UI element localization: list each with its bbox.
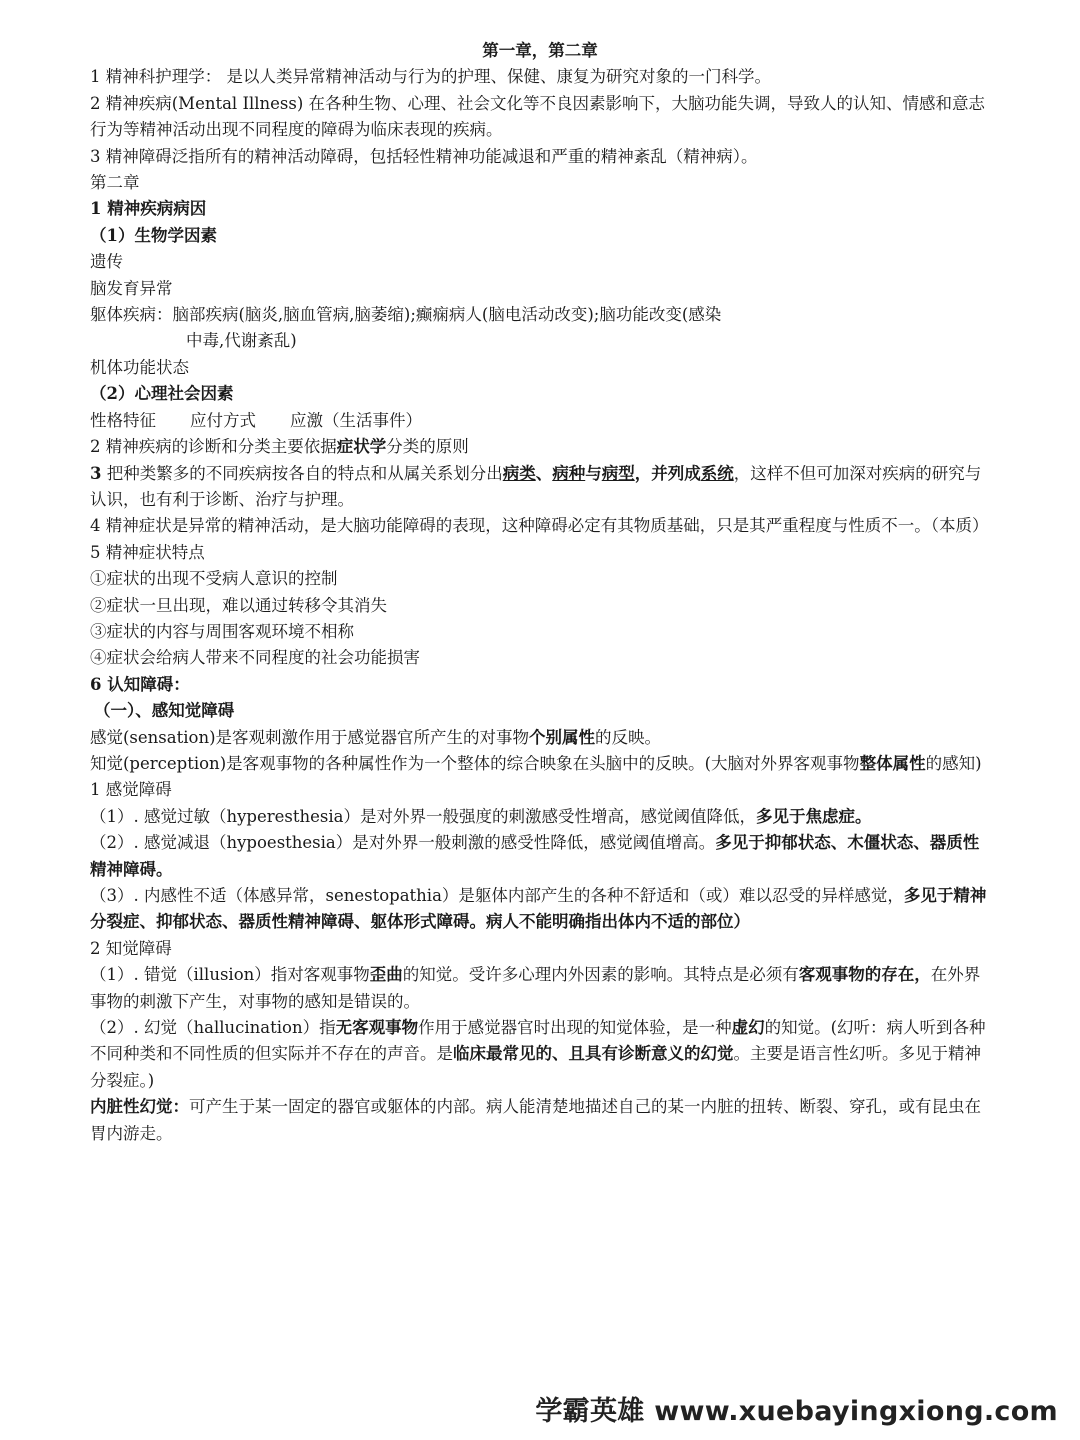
illusion-text-end: 在外界事物的刺激下产生，对事物的感知是错误的。 <box>90 965 981 1011</box>
senestopathia-text: （3）. 内感性不适（体感异常，senestopathia）是躯体内部产生的各种不舒适和（或）难以忍受的异样感觉， <box>90 886 904 905</box>
hallucination-text-mid: 作用于感觉器官时出现的知觉体验，是一种 <box>418 1018 732 1038</box>
symptom-feature-item: ①症状的出现不受病人意识的控制 <box>90 569 338 589</box>
definition-perception <box>90 751 990 777</box>
site-watermark: 学霸英雄 www.xuebayingxiong.com <box>535 1396 1058 1427</box>
sensation-text: 感觉(sensation)是客观刺激作用于感觉器官所产生的对事物 <box>90 727 530 747</box>
perception-disorder-heading: 2 知觉障碍 <box>90 938 172 958</box>
document-page <box>90 38 990 1147</box>
visceral-hallucination-label: 内脏性幻觉： <box>90 1097 189 1117</box>
senestopathia-item <box>90 883 990 936</box>
section-heading-cognitive: 6 认知障碍： <box>90 674 190 694</box>
classification-text-end: ，这样不但可加深对疾病的研究与认识，也有利于诊断、治疗与护理。 <box>90 463 982 509</box>
senestopathia-keyword: 多见于精神分裂症、抑郁状态、器质性精神障碍、躯体形式障碍。病人不能明确指出体内不适的部位） <box>90 886 987 932</box>
illusion-keyword-distortion: 歪曲 <box>369 965 403 985</box>
sensory-disorder-heading: 1 感觉障碍 <box>90 780 172 800</box>
diagnosis-keyword: 症状学 <box>336 437 387 457</box>
chapter-two-heading: 第二章 <box>90 173 140 193</box>
symptom-essence: 4 精神症状是异常的精神活动，是大脑功能障碍的表现，这种障碍必定有其物质基础，只是其严重程度与性质不一。（本质） <box>90 516 989 536</box>
keyword-disease-kind: 病种 <box>552 463 586 483</box>
subheading-perception-disorder: （一）、感知觉障碍 <box>94 701 235 721</box>
bio-factor-brain-development: 脑发育异常 <box>90 278 173 298</box>
illusion-item <box>90 962 990 1015</box>
bio-factor-somatic-disease-cont: 中毒,代谢紊乱) <box>186 331 297 351</box>
perception-keyword: 整体属性 <box>859 753 926 773</box>
definition-sensation <box>90 725 990 751</box>
bio-factor-heredity: 遗传 <box>90 252 123 272</box>
definition-mental-disorder: 3 精神障碍泛指所有的精神活动障碍，包括轻性精神功能减退和严重的精神紊乱（精神病）。 <box>90 146 758 166</box>
visceral-hallucination-item <box>90 1094 990 1147</box>
classification-sep: 、 <box>535 463 553 483</box>
hyperesthesia-item <box>90 804 990 830</box>
classification-number: 3 <box>90 463 102 483</box>
psychosocial-items <box>90 408 990 434</box>
classification-text: 把种类繁多的不同疾病按各自的特点和从属关系划分出 <box>101 463 503 483</box>
hypoesthesia-keyword: 多见于抑郁状态、木僵状态、器质性精神障碍。 <box>90 833 980 879</box>
symptom-feature-item: ③症状的内容与周围客观环境不相称 <box>90 621 354 641</box>
diagnosis-text-end: 分类的原则 <box>386 437 469 457</box>
perception-text-end: 的感知) <box>925 753 982 773</box>
illusion-keyword-existence: 客观事物的存在， <box>798 965 931 985</box>
diagnosis-principle <box>90 434 990 460</box>
hallucination-keyword-common: 临床最常见的、且具有诊断意义的幻觉 <box>453 1044 734 1064</box>
hallucination-text-mid2: 的知觉。(幻听：病人听到各种不同种类和不同性质的但实际并不存在的声音。是 <box>90 1018 986 1064</box>
bio-factor-body-function: 机体功能状态 <box>90 357 189 377</box>
keyword-disease-type: 病型 <box>601 463 635 483</box>
hallucination-text-end: 。主要是语言性幻听。多见于精神分裂症。) <box>90 1044 981 1090</box>
bio-factor-somatic-disease <box>90 302 990 328</box>
symptom-feature-item: ②症状一旦出现，难以通过转移令其消失 <box>90 595 387 615</box>
subheading-biological: （1）生物学因素 <box>90 225 217 245</box>
definition-mental-illness: 2 精神疾病(Mental Illness) 在各种生物、心理、社会文化等不良因素影响下，大脑功能失调，导致人的认知、情感和意志行为等精神活动出现不同程度的障碍为临床表现的疾病。 <box>90 93 986 140</box>
hyperesthesia-keyword: 多见于焦虑症。 <box>756 806 872 826</box>
classification-and: 与 <box>585 463 602 483</box>
hyperesthesia-text: （1）. 感觉过敏（hyperesthesia）是对外界一般强度的刺激感受性增高，感觉阈值降低， <box>90 806 756 826</box>
hypoesthesia-text: （2）. 感觉减退（hypoesthesia）是对外界一般刺激的感受性降低，感觉阈值增高。 <box>90 833 716 853</box>
psy-item-personality: 性格特征 <box>90 410 156 430</box>
classification-text-mid: ，并列成 <box>634 463 701 483</box>
hallucination-keyword-illusory: 虚幻 <box>731 1018 765 1038</box>
perception-text: 知觉(perception)是客观事物的各种属性作为一个整体的综合映象在头脑中的反映。(大脑对外界客观事物 <box>90 753 860 773</box>
symptom-features-heading: 5 精神症状特点 <box>90 542 205 562</box>
somatic-text: 脑部疾病(脑炎,脑血管病,脑萎缩);癫痫病人(脑电活动改变);脑功能改变(感染 <box>172 305 722 325</box>
hypoesthesia-item <box>90 830 990 883</box>
subheading-psychosocial: （2）心理社会因素 <box>90 384 234 404</box>
psy-item-stress: 应激（生活事件） <box>290 410 422 430</box>
section-heading-cause: 1 精神疾病病因 <box>90 199 207 219</box>
sensation-keyword: 个别属性 <box>529 727 596 747</box>
psy-item-coping: 应付方式 <box>190 410 256 430</box>
definition-nursing: 1 精神科护理学： 是以人类异常精神活动与行为的护理、保健、康复为研究对象的一门科学。 <box>90 67 771 87</box>
illusion-text-mid: 的知觉。受许多心理内外因素的影响。其特点是必须有 <box>402 965 799 985</box>
visceral-hallucination-text: 可产生于某一固定的器官或躯体的内部。病人能清楚地描述自己的某一内脏的扭转、断裂、穿孔，或有昆虫在胃内游走。 <box>90 1097 981 1143</box>
keyword-disease-class: 病类 <box>502 463 536 483</box>
hallucination-item <box>90 1015 990 1094</box>
somatic-label: 躯体疾病： <box>90 305 173 325</box>
hallucination-text: （2）. 幻觉（hallucination）指 <box>90 1018 336 1038</box>
page-title: 第一章，第二章 <box>482 41 598 60</box>
diagnosis-text: 2 精神疾病的诊断和分类主要依据 <box>90 437 337 457</box>
illusion-text: （1）. 错觉（illusion）指对客观事物 <box>90 965 370 985</box>
hallucination-keyword-no-object: 无客观事物 <box>335 1018 419 1038</box>
keyword-system: 系统 <box>700 463 734 483</box>
classification-paragraph <box>90 461 990 514</box>
sensation-text-end: 的反映。 <box>595 727 662 747</box>
symptom-feature-item: ④症状会给病人带来不同程度的社会功能损害 <box>90 648 420 668</box>
